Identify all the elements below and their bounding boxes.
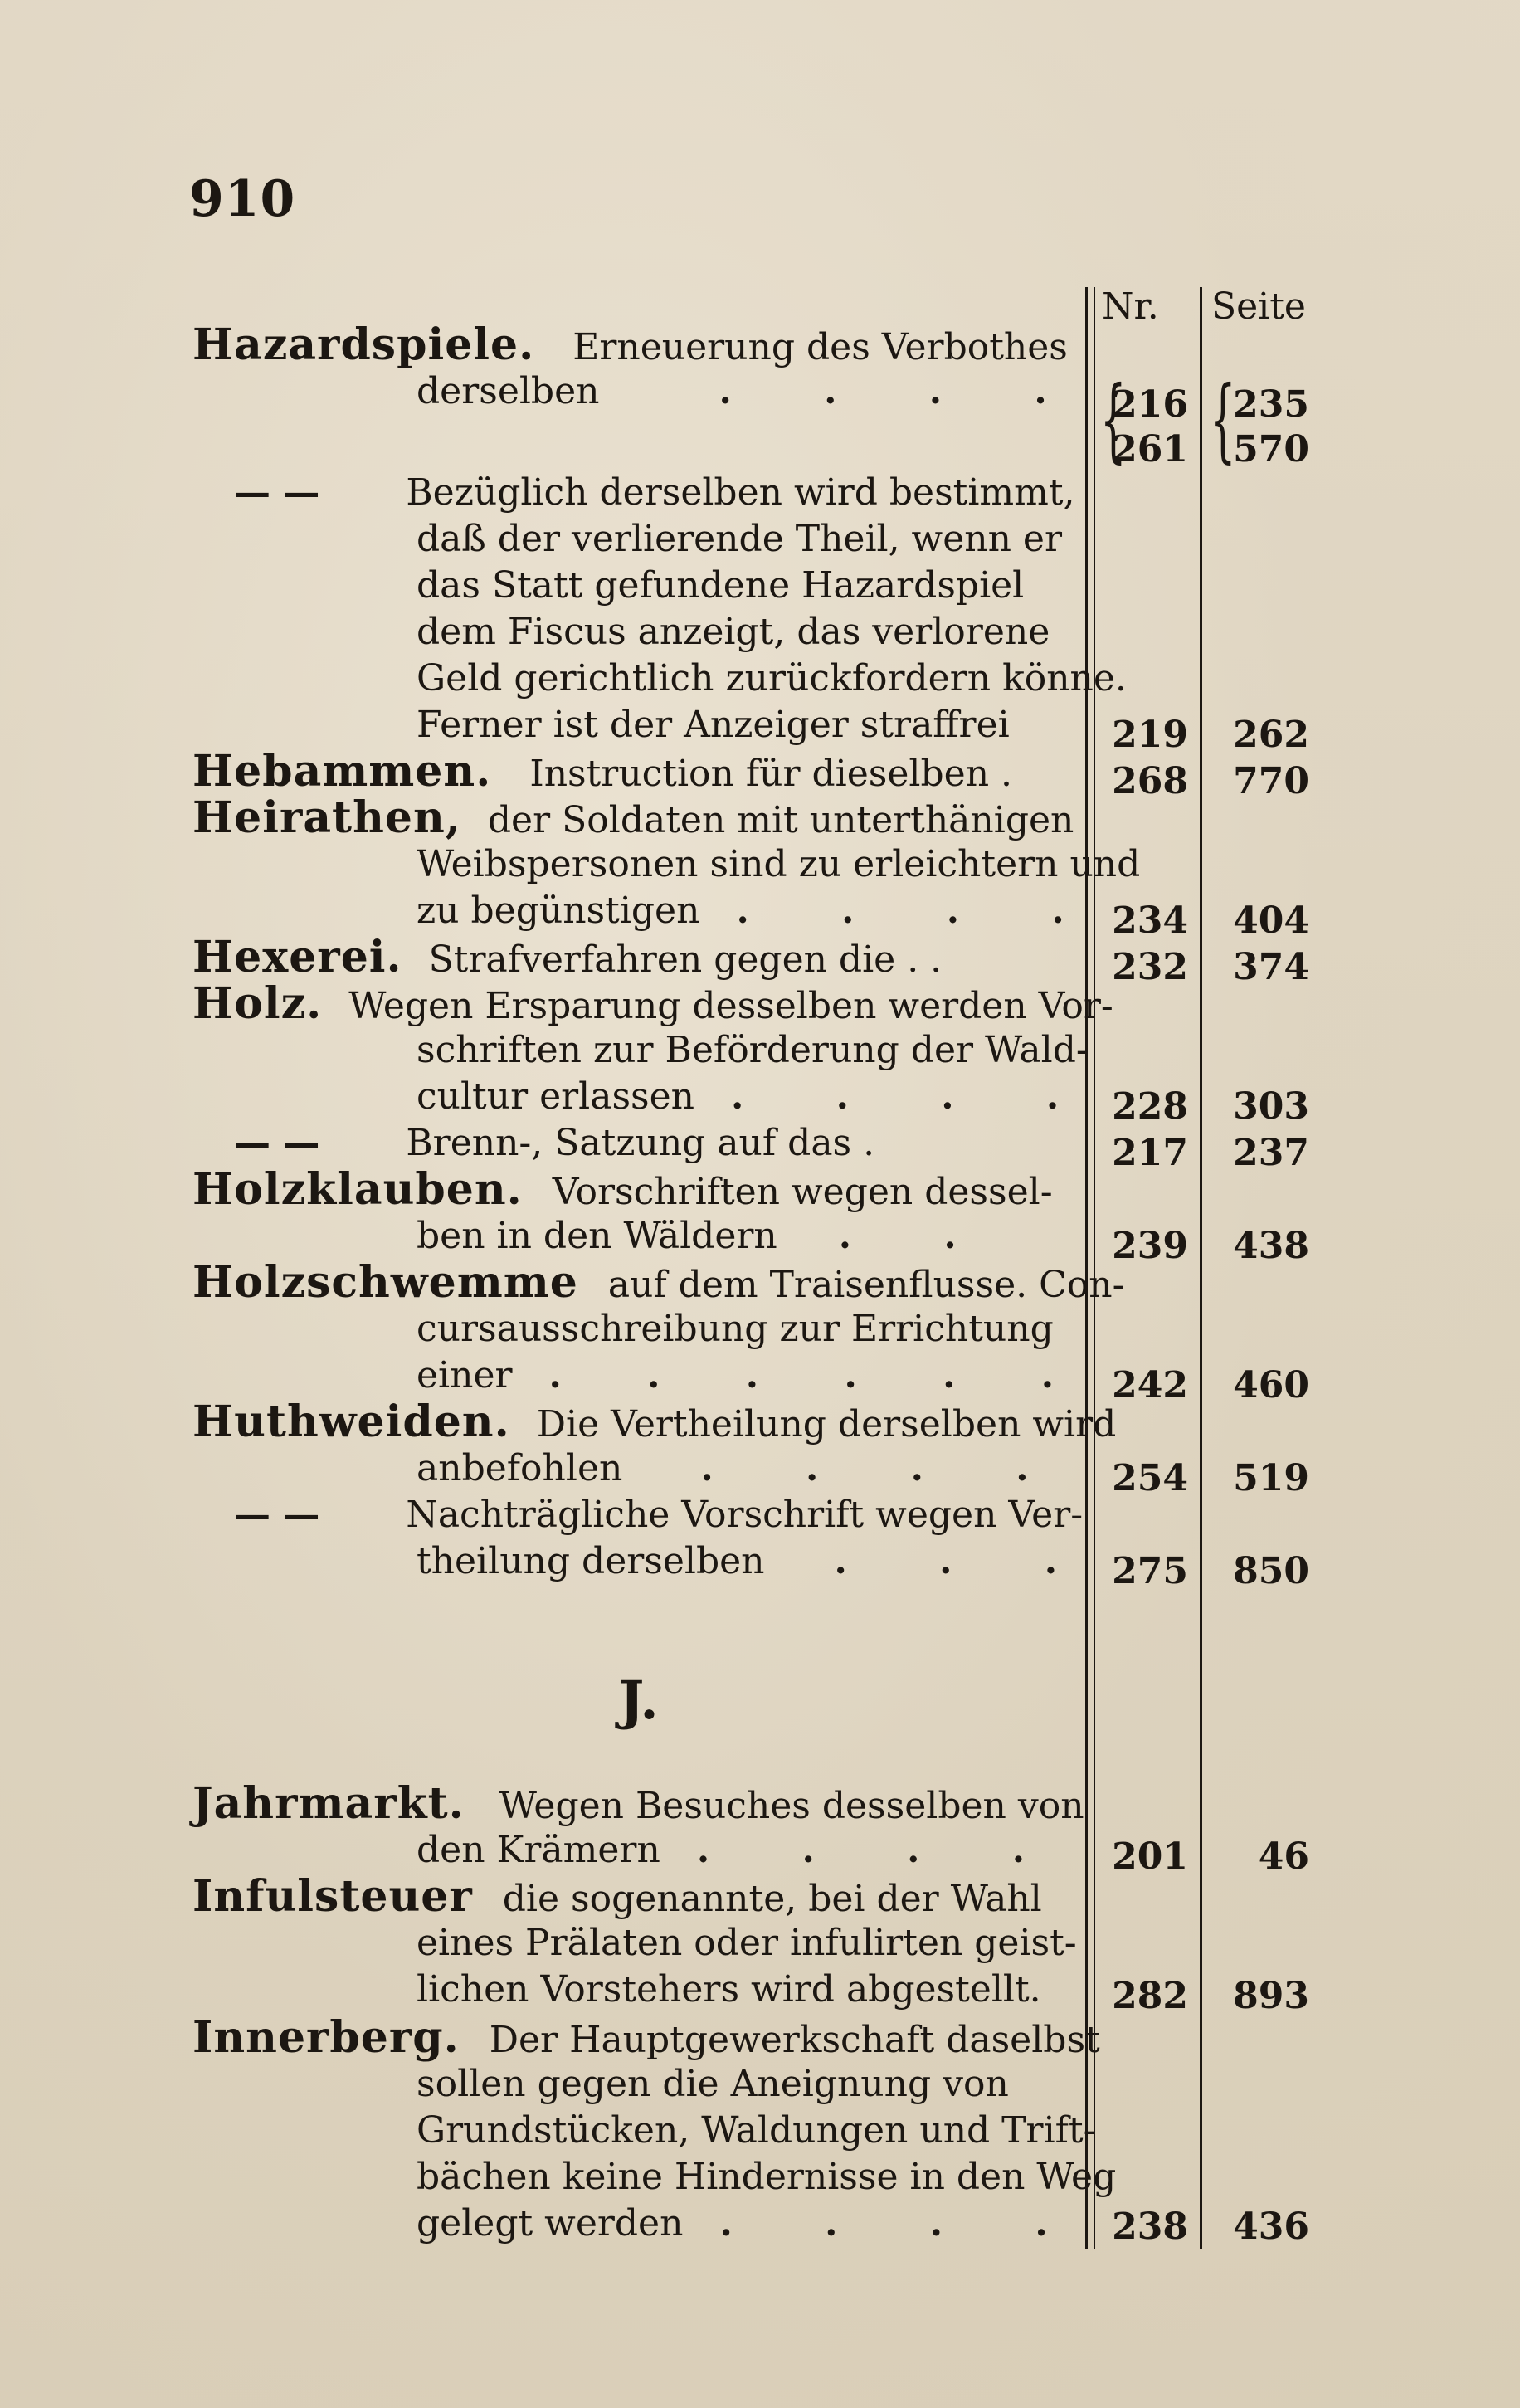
leader-dots: . . . . <box>696 1829 1065 1871</box>
repeat-dash: — — <box>234 471 320 514</box>
entry-text: gelegt werden <box>417 2202 684 2245</box>
nr-value: 201 <box>1112 1835 1188 1878</box>
entry-line <box>417 1445 1069 1492</box>
entry-head: Heirathen, <box>192 792 461 843</box>
entry-sub-line <box>234 1120 874 1167</box>
seite-value: 235 <box>1233 383 1309 426</box>
entry-text: der Soldaten mit unterthänigen <box>487 799 1074 841</box>
repeat-dash: — — <box>234 1122 320 1164</box>
entry-head: Infulsteuer <box>192 1871 473 1922</box>
entry-head-line <box>192 1164 1053 1215</box>
seite-value: 770 <box>1233 760 1309 802</box>
entry-head-line <box>192 934 942 981</box>
entry-line <box>417 2061 1009 2108</box>
entry-line <box>417 1027 1089 1074</box>
entry-text: Nachträgliche Vorschrift wegen Ver- <box>406 1494 1084 1536</box>
entry-text: Brenn-, Satzung auf das . <box>406 1122 875 1164</box>
entry-text: Erneuerung des Verbothes <box>572 326 1068 368</box>
entry-text: einer <box>417 1354 513 1397</box>
entry-text: theilung derselben <box>417 1540 765 1582</box>
entry-head: Holz. <box>192 978 323 1029</box>
nr-value: 242 <box>1112 1364 1188 1406</box>
entry-line <box>417 1827 1064 1874</box>
entry-line <box>417 2154 1116 2201</box>
entry-line <box>417 563 1024 609</box>
entry-text: Vorschriften wegen dessel- <box>552 1171 1053 1213</box>
seite-value: 850 <box>1233 1550 1309 1592</box>
nr-value: 282 <box>1112 1975 1188 2017</box>
entry-text: derselben <box>417 370 600 412</box>
entry-text: den Krämern <box>417 1829 660 1871</box>
entry-line <box>417 841 1140 888</box>
leader-dots: . . . . <box>719 2202 1088 2245</box>
leader-dots: . . . . . . <box>548 1354 1091 1397</box>
entry-text: bächen keine Hindernisse in den Weg <box>417 2156 1117 2198</box>
repeat-dash: — — <box>234 1494 320 1536</box>
entry-head: Hexerei. <box>192 932 402 982</box>
seite-value: 303 <box>1233 1085 1309 1128</box>
seite-value: 436 <box>1233 2206 1309 2248</box>
entry-head-line <box>192 748 1012 795</box>
entry-line <box>417 656 1127 702</box>
entry-line <box>417 1213 996 1260</box>
entry-line <box>417 1538 1097 1585</box>
leader-dots: . . . <box>834 1540 1098 1582</box>
column-header-seite: Seite <box>1211 285 1306 328</box>
entry-text: dem Fiscus anzeigt, das verlorene <box>417 611 1050 653</box>
leader-dots: . . <box>838 1215 996 1257</box>
entry-text: das Statt gefundene Hazardspiel <box>417 564 1025 607</box>
entry-head-line <box>192 978 1113 1029</box>
leader-dots: . . . . <box>700 1447 1069 1489</box>
entry-line <box>417 702 1010 748</box>
nr-value: 228 <box>1112 1085 1188 1128</box>
nr-value: 216 <box>1112 383 1188 426</box>
leader-dots: . . . . <box>731 1075 1099 1118</box>
entry-head: Holzklauben. <box>192 1164 523 1215</box>
entry-text: ben in den Wäldern <box>417 1215 777 1257</box>
entry-text: anbefohlen <box>417 1447 623 1489</box>
entry-text: auf dem Traisenflusse. Con- <box>607 1264 1125 1306</box>
entry-text: Die Vertheilung derselben wird <box>536 1403 1117 1445</box>
entry-line <box>417 2108 1095 2154</box>
nr-value: 238 <box>1112 2206 1188 2248</box>
entry-head: Hazardspiele. <box>192 319 535 370</box>
entry-head: Innerberg. <box>192 2012 460 2063</box>
entry-head-line <box>192 319 1068 370</box>
entry-text: Wegen Ersparung desselben werden Vor- <box>348 985 1113 1027</box>
entry-text: eines Prälaten oder infulirten geist- <box>417 1922 1077 1964</box>
entry-head: Holzschwemme <box>192 1257 578 1308</box>
seite-value: 460 <box>1233 1364 1309 1406</box>
entry-head-line <box>192 1778 1084 1829</box>
nr-value: 234 <box>1112 899 1188 942</box>
entry-text: sollen gegen die Aneignung von <box>417 2063 1009 2105</box>
seite-value: 46 <box>1258 1835 1309 1878</box>
entry-line <box>417 2201 1088 2247</box>
entry-head: Hebammen. <box>192 746 492 797</box>
entry-line <box>417 368 1087 415</box>
entry-head-line <box>192 1399 1116 1445</box>
nr-value: 239 <box>1112 1225 1188 1267</box>
entry-line <box>417 888 1104 934</box>
nr-value: 219 <box>1112 714 1188 756</box>
entry-line <box>417 1074 1099 1120</box>
entry-text: Instruction für dieselben . <box>529 753 1013 795</box>
entry-line <box>417 1967 1041 2013</box>
seite-value: 374 <box>1233 946 1309 988</box>
entry-line <box>417 516 1062 563</box>
entry-text: zu begünstigen <box>417 890 700 932</box>
entry-head: Jahrmarkt. <box>192 1778 465 1829</box>
entry-text: die sogenannte, bei der Wahl <box>502 1878 1042 1920</box>
entry-text: cultur erlassen <box>417 1075 695 1118</box>
entry-head-line <box>192 1871 1042 1922</box>
entry-text: daß der verlierende Theil, wenn er <box>417 518 1062 560</box>
entry-sub-line <box>234 470 1075 516</box>
entry-text: schriften zur Beförderung der Wald- <box>417 1029 1089 1071</box>
seite-value: 438 <box>1233 1225 1309 1267</box>
entry-head-line <box>192 2012 1100 2063</box>
entry-text: Weibspersonen sind zu erleichtern und <box>417 843 1141 885</box>
seite-value: 570 <box>1233 428 1309 470</box>
brace-nr: { <box>1100 366 1127 472</box>
nr-value: 232 <box>1112 946 1188 988</box>
entry-text: cursausschreibung zur Errichtung <box>417 1308 1054 1350</box>
seite-value: 262 <box>1233 714 1309 756</box>
entry-line <box>417 609 1050 656</box>
entry-text: Der Hauptgewerkschaft daselbst <box>489 2019 1100 2061</box>
entry-text: Ferner ist der Anzeiger straffrei <box>417 704 1010 746</box>
leader-dots: . . . . <box>736 890 1104 932</box>
entry-head-line <box>192 792 1074 843</box>
entry-text: Strafverfahren gegen die . . <box>428 938 943 981</box>
nr-value: 275 <box>1112 1550 1188 1592</box>
nr-value: 254 <box>1112 1457 1188 1499</box>
leader-dots: . . . . <box>719 370 1087 412</box>
seite-value: 237 <box>1233 1132 1309 1174</box>
entry-head-line <box>192 1257 1125 1308</box>
brace-seite: { <box>1210 366 1236 472</box>
seite-value: 404 <box>1233 899 1309 942</box>
nr-value: 217 <box>1112 1132 1188 1174</box>
entry-line <box>417 1920 1077 1967</box>
entry-head: Huthweiden. <box>192 1397 510 1447</box>
entry-text: Geld gerichtlich zurückfordern könne. <box>417 657 1127 699</box>
seite-value: 519 <box>1233 1457 1309 1499</box>
nr-value: 268 <box>1112 760 1188 802</box>
entry-text: Bezüglich derselben wird bestimmt, <box>406 471 1075 514</box>
entry-text: Grundstücken, Waldungen und Trift- <box>417 2109 1096 2152</box>
seite-value: 893 <box>1233 1975 1309 2017</box>
nr-value: 261 <box>1112 428 1188 470</box>
section-letter: J. <box>619 1670 659 1732</box>
column-header-nr: Nr. <box>1102 285 1159 328</box>
entry-sub-line <box>234 1492 1083 1538</box>
entry-text: Wegen Besuches desselben von <box>499 1785 1084 1827</box>
entry-line <box>417 1353 1090 1399</box>
entry-line <box>417 1306 1054 1353</box>
page-number: 910 <box>189 170 296 228</box>
entry-text: lichen Vorstehers wird abgestellt. <box>417 1968 1041 2011</box>
